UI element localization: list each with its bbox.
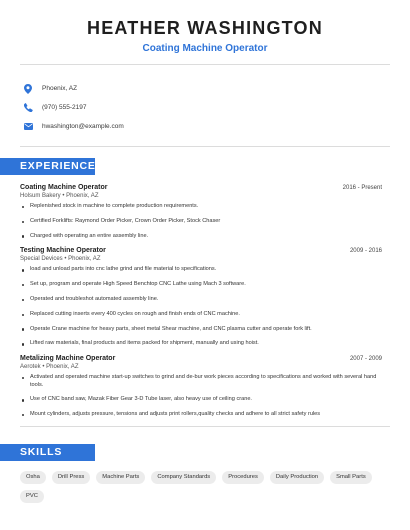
skill-tag: Company Standards (151, 471, 216, 484)
job-title: Metalizing Machine Operator (20, 355, 116, 363)
job-organization: Holsum Bakery • Phoenix, AZ (20, 193, 99, 199)
skill-tag: Machine Parts (96, 471, 145, 484)
job-dates: 2009 - 2016 (349, 248, 382, 255)
skill-tag: Osha (20, 471, 46, 484)
bullet-item: Lifted raw materials, final products and items packed for shipment, manually and using hoist. (20, 340, 382, 347)
candidate-role: Coating Machine Operator (142, 43, 268, 54)
skill-tag: Drill Press (52, 471, 90, 484)
bullet-item: Certified Forklifts: Raymond Order Picker, Crown Order Picker, Stock Chaser (20, 218, 382, 225)
divider (20, 146, 390, 147)
section-heading-skills: SKILLS (0, 444, 95, 461)
section-heading-experience: EXPERIENCE (0, 158, 95, 175)
skill-tag: Procedures (222, 471, 264, 484)
job-bullets (20, 374, 382, 418)
contact-phone (22, 98, 390, 117)
skill-tag: Small Parts (330, 471, 372, 484)
job-entry (20, 355, 382, 418)
job-title: Coating Machine Operator (20, 184, 108, 191)
job-bullets (20, 203, 382, 240)
job-dates: 2007 - 2009 (349, 356, 382, 363)
email-link[interactable]: hwashington@example.com (42, 123, 124, 130)
candidate-name: HEATHER WASHINGTON (87, 18, 323, 38)
job-organization: Special Devices • Phoenix, AZ (20, 256, 101, 263)
bullet-item: Operate Crane machine for heavy parts, sheet metal Shear machine, and CNC plasma cutter and operate fork lift. (20, 326, 382, 333)
divider (20, 426, 390, 427)
envelope-icon (22, 121, 34, 133)
contact-email (22, 117, 390, 136)
bullet-item: load and unload parts into cnc lathe grind and file material to specifications. (20, 266, 382, 273)
skills-list (0, 461, 410, 503)
contact-location (22, 79, 390, 98)
resume-header (0, 0, 410, 54)
bullet-item: Charged with operating an entire assembly line. (20, 233, 382, 240)
job-title: Testing Machine Operator (20, 247, 106, 255)
contact-block (0, 65, 410, 146)
phone-link[interactable]: (970) 555-2197 (42, 104, 87, 111)
bullet-item: Replaced cutting inserts every 400 cycles on rough and finish ends of CNC machine. (20, 311, 382, 318)
bullet-item: Replenished stock in machine to complete production requirements. (20, 203, 382, 210)
job-entry (20, 247, 382, 347)
bullet-item: Set up, program and operate High Speed Benchtop CNC Lathe using Mach 3 software. (20, 281, 382, 288)
job-bullets (20, 266, 382, 347)
skill-tag: PVC (20, 490, 44, 503)
job-dates: 2016 - Present (342, 185, 382, 191)
bullet-item: Use of CNC band saw, Mazak Fiber Gear 3-D Tube laser, also heavy use of ceiling crane. (20, 396, 382, 403)
job-entry (20, 184, 382, 240)
experience-list (0, 184, 410, 419)
map-pin-icon (22, 83, 34, 95)
phone-icon (22, 102, 34, 114)
skill-tag: Daily Production (270, 471, 324, 484)
bullet-item: Operated and troubleshot automated assembly line. (20, 296, 382, 303)
location-text: Phoenix, AZ (42, 85, 78, 92)
bullet-item: Mount cylinders, adjusts pressure, tensions and adjusts print rollers,quality checks and adhere to all strict safety rules (20, 411, 382, 418)
bullet-item: Activated and operated machine start-up switches to grind and de-bur work pieces according to specifications and worked with several hand tools. (20, 374, 382, 389)
job-organization: Aerotek • Phoenix, AZ (20, 364, 79, 371)
